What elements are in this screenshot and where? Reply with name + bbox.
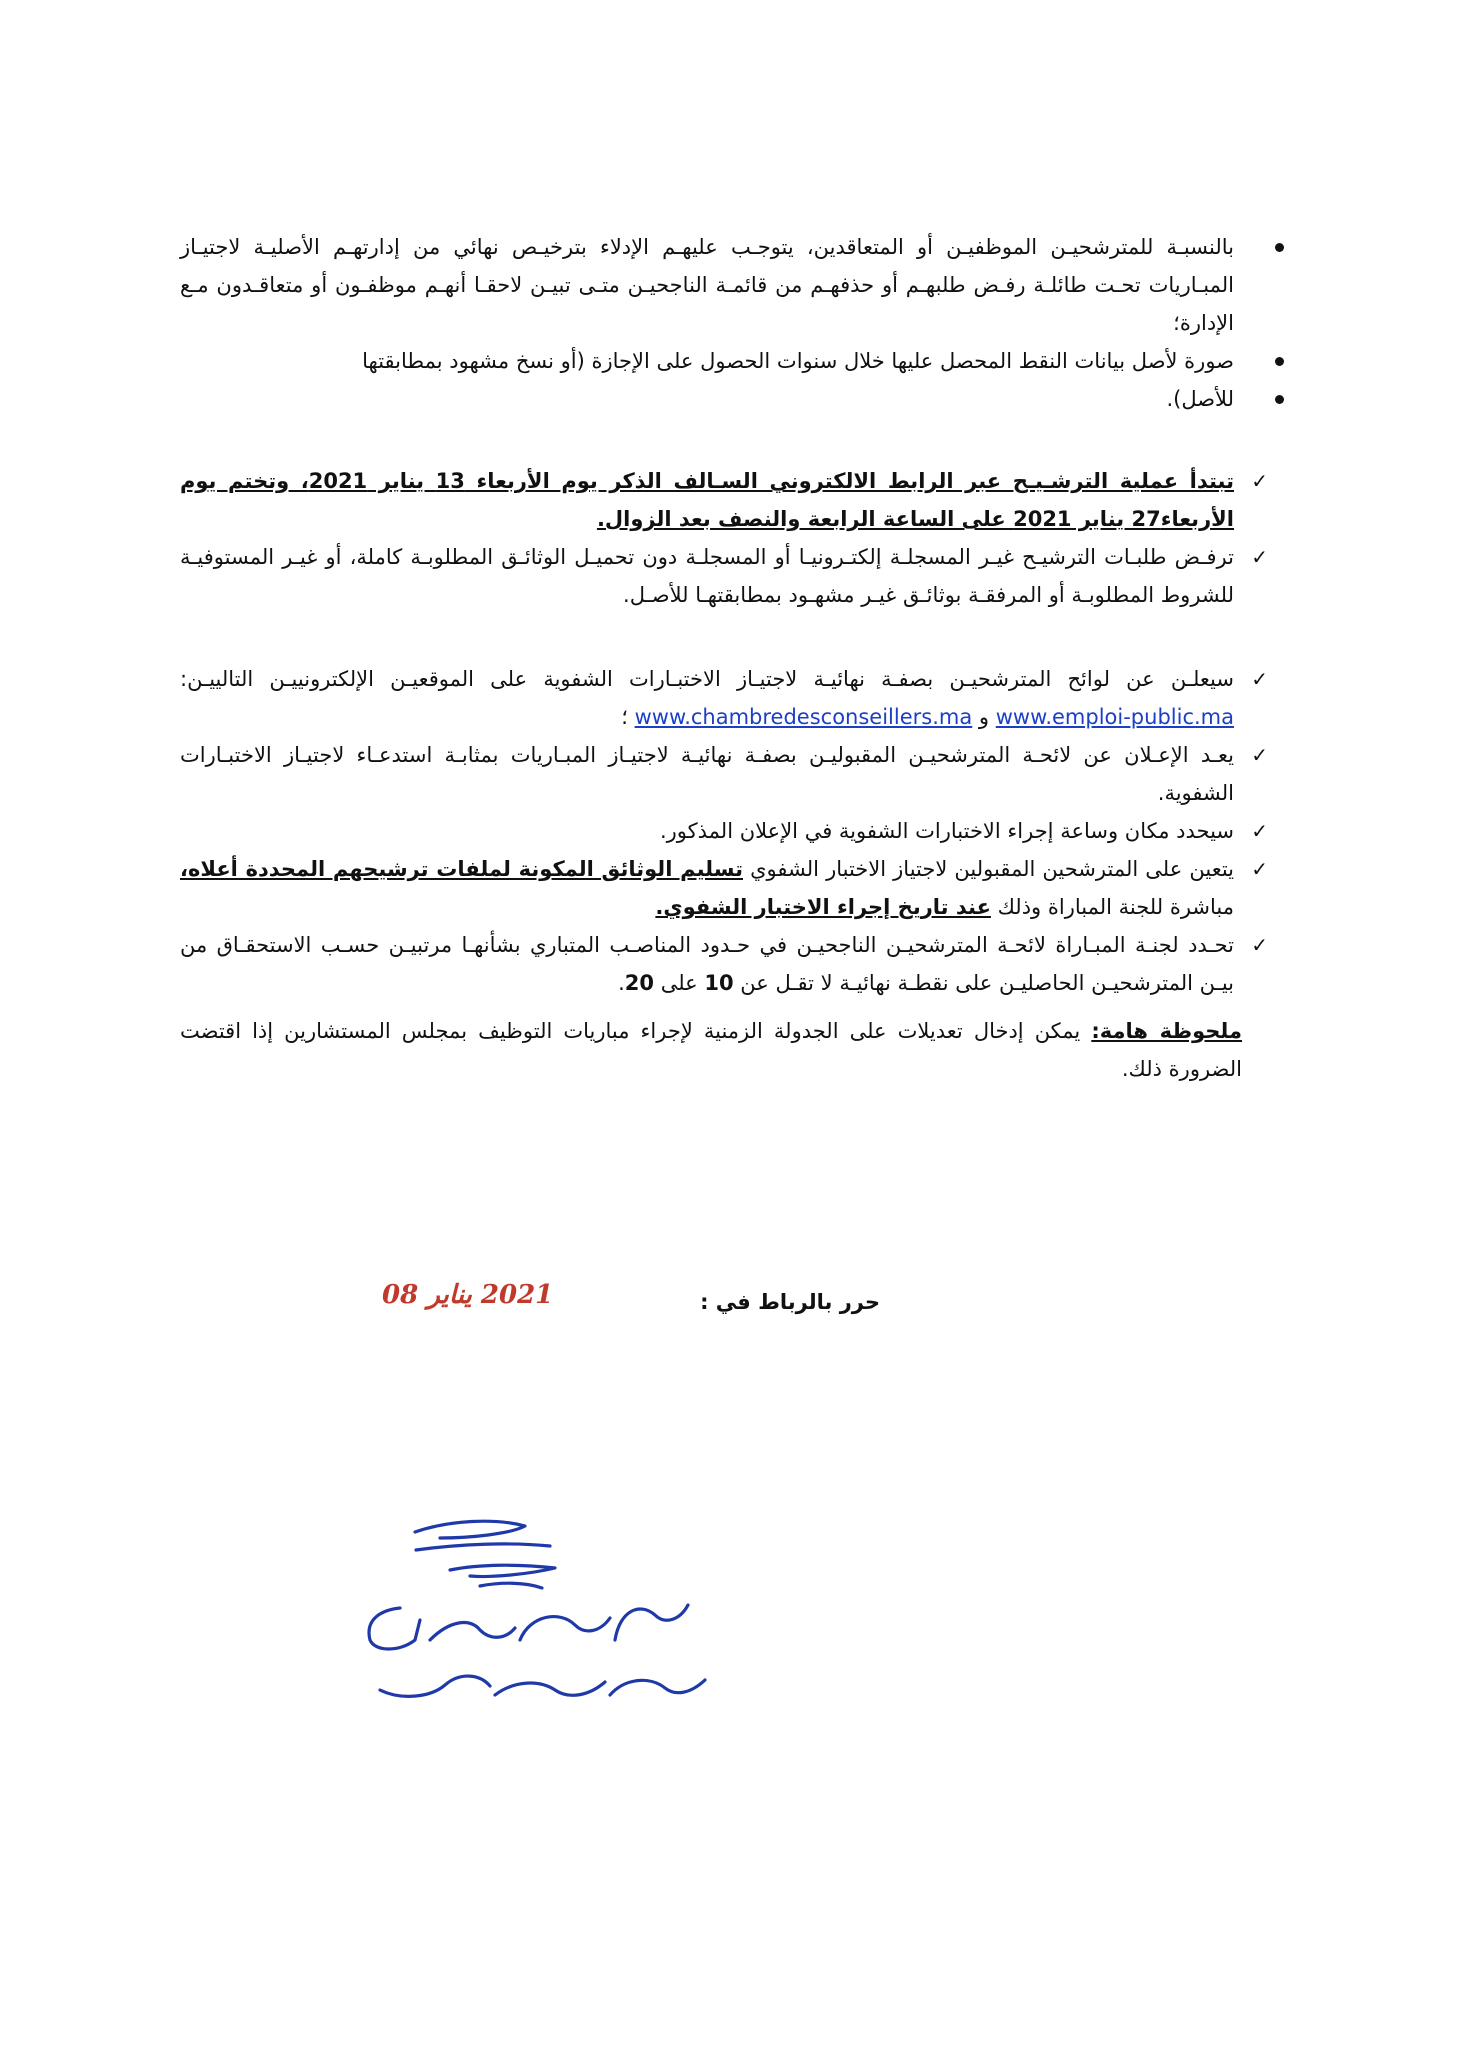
checkmark-icon: ✓ — [1251, 545, 1268, 569]
documents-text-a: يتعين على المترشحين المقبولين لاجتياز الاختبار الشفوي — [743, 857, 1235, 881]
checkmark-icon: ✓ — [1251, 819, 1268, 843]
check-item — [180, 660, 1268, 736]
application-period-text: تبتدأ عملية الترشـيـح عبر الرابط الالكتروني السـالف الذكر يوم الأربعاء 13 يناير 2021، وتختم يوم الأربعاء27 يناير 2021 على الساعة الرابعة والنصف بعد الزوال. — [180, 469, 1234, 531]
emploi-public-link[interactable]: www.emploi-public.ma — [995, 705, 1234, 729]
checkmark-icon: ✓ — [1251, 743, 1268, 767]
max-score: 20 — [624, 971, 655, 995]
exam-location-text: سيحدد مكان وساعة إجراء الاختبارات الشفوية في الإعلان المذكور. — [659, 819, 1234, 843]
checkmark-icon: ✓ — [1251, 857, 1268, 881]
checkmark-icon: ✓ — [1251, 667, 1268, 691]
bullet-item — [180, 380, 1262, 418]
check-item — [180, 812, 1268, 850]
oral-exam-checks — [180, 660, 1268, 1002]
bullet-item — [180, 342, 1262, 380]
documents-text-b: تسليم الوثائق المكونة لملفات ترشيحهم المحددة أعلاه، — [180, 857, 743, 881]
bullet-dot-icon — [1275, 395, 1284, 404]
check-item — [180, 850, 1268, 926]
important-note — [180, 1012, 1242, 1088]
application-period-checks — [180, 462, 1268, 614]
signature-scribble-icon — [320, 1490, 740, 1720]
ranking-text-c: على — [654, 971, 705, 995]
ranking-text-e: . — [618, 971, 625, 995]
note-text: يمكن إدخال تعديلات على الجدولة الزمنية لإجراء مباريات التوظيف بمجلس المستشارين إذا اقتضت الضرورة ذلك. — [180, 1019, 1242, 1081]
and-word: و — [972, 705, 996, 729]
bullet-item — [180, 228, 1262, 342]
requirements-bullets — [180, 228, 1262, 418]
documents-text-d: عند تاريخ إجراء الاختبار الشفوي. — [655, 895, 991, 919]
check-item — [180, 538, 1268, 614]
checkmark-icon: ✓ — [1251, 469, 1268, 493]
lists-announcement-text: سيعلـن عن لوائح المترشحيـن بصفـة نهائيـة لاجتيـاز الاختبـارات الشفوية على الموقعيـن الإلكترونييـن التالييـن: — [180, 667, 1234, 691]
place-label: حرر بالرباط في : — [700, 1290, 880, 1314]
min-score: 10 — [704, 971, 734, 995]
convocation-text: يعـد الإعـلان عن لائحـة المترشحيـن المقبوليـن بصفـة نهائيـة لاجتيـاز المبـاريات بمثابـة استدعـاء لاجتيـاز الاختبـارات الشفوية. — [180, 743, 1234, 805]
ranking-text-a: تحـدد لجنـة المبـاراة لائحـة المترشحيـن الناجحيـن في حـدود المناصـب المتباري بشأنهـا مرتبيـن حسـب الاستحقـاق من بيـن المترشحيـن الحاصليـن على نقطـة نهائيـة لا تقـل عن — [180, 933, 1234, 995]
bullet-text: صورة لأصل بيانات النقط المحصل عليها خلال سنوات الحصول على الإجازة (أو نسخ مشهود بمطابقتها — [362, 349, 1234, 373]
rejection-text: ترفـض طلبـات الترشيـح غيـر المسجلـة إلكتـرونيـا أو المسجلـة دون تحميـل الوثائـق المطلوبـة كاملة، أو غيـر المستوفيـة للشروط المطلوبـة أو المرفقـة بوثائـق غيـر مشهـود بمطابقتهـا للأصـل. — [180, 545, 1234, 607]
separator: ؛ — [621, 705, 635, 729]
bullet-text: بالنسبـة للمترشحيـن الموظفيـن أو المتعاقدين، يتوجـب عليهـم الإدلاء بترخيـص نهائي من إدارتهـم الأصليـة لاجتيـاز المبـاريات تحـت طائلـة رفـض طلبهـم أو حذفهـم من قائمـة الناجحيـن متـى تبيـن لاحقـا أنهـم موظفـون أو متعاقـدون مـع الإدارة؛ — [180, 235, 1234, 335]
check-item — [180, 926, 1268, 1002]
bullet-dot-icon — [1275, 357, 1284, 366]
check-item — [180, 462, 1268, 538]
bullet-dot-icon — [1275, 243, 1284, 252]
bullet-text: للأصل). — [1166, 387, 1234, 411]
signature — [320, 1490, 740, 1720]
chambre-conseillers-link[interactable]: www.chambredesconseillers.ma — [634, 705, 973, 729]
checkmark-icon: ✓ — [1251, 933, 1268, 957]
check-item — [180, 736, 1268, 812]
note-label: ملحوظة هامة: — [1091, 1019, 1242, 1043]
date-stamp: 2021 يناير 08 — [382, 1280, 554, 1310]
documents-text-c: مباشرة للجنة المباراة وذلك — [990, 895, 1234, 919]
